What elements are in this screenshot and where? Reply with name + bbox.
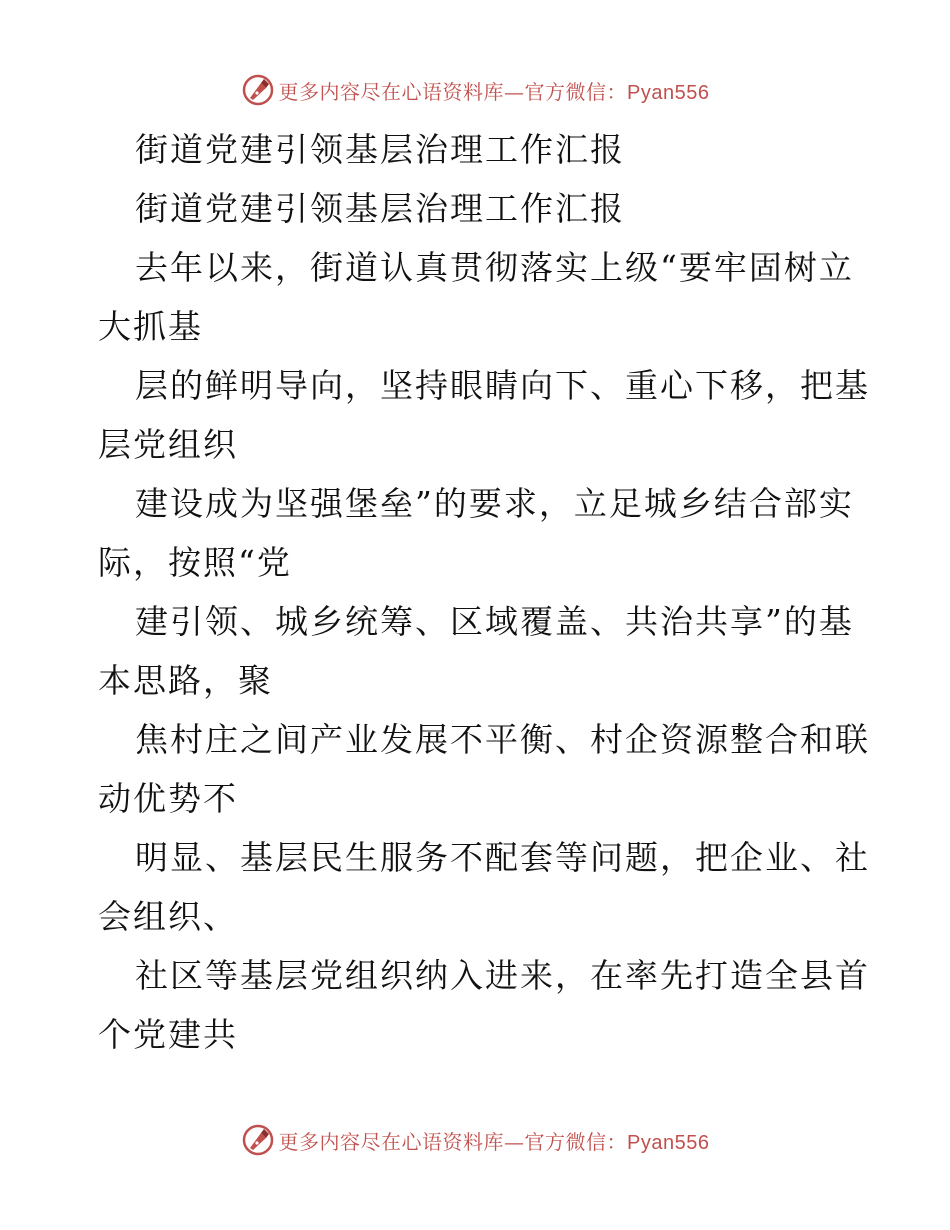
text-line: 层的鲜明导向，坚持眼睛向下、重心下移，把基 [135,366,870,405]
pen-nib-logo-icon [241,1123,275,1157]
text-line: 去年以来，街道认真贯彻落实上级“要牢固树立 [135,248,854,287]
text-line: 动优势不 [98,779,238,818]
text-line: 大抓基 [98,307,203,346]
text-line: 明显、基层民生服务不配套等问题，把企业、社 [135,838,870,877]
watermark-text: 更多内容尽在心语资料库—官方微信：Pyan556 [278,1129,710,1154]
text-line: 街道党建引领基层治理工作汇报 [135,130,625,169]
text-line: 个党建共 [98,1015,238,1054]
watermark-wechat-handle: Pyan556 [627,1131,710,1154]
text-line: 建引领、城乡统筹、区域覆盖、共治共享”的基 [135,602,854,641]
text-line: 焦村庄之间产业发展不平衡、村企资源整合和联 [135,720,870,759]
header-watermark [0,70,950,110]
footer-watermark [0,1120,950,1160]
text-line: 际，按照“党 [98,543,292,582]
pen-nib-logo-icon [241,73,275,107]
text-line: 层党组织 [98,425,238,464]
text-line: 会组织、 [98,897,238,936]
watermark-text: 更多内容尽在心语资料库—官方微信：Pyan556 [278,79,710,104]
text-line: 建设成为坚强堡垒”的要求，立足城乡结合部实 [135,484,854,523]
watermark-wechat-handle: Pyan556 [627,81,710,104]
text-line: 本思路，聚 [98,661,273,700]
text-line: 社区等基层党组织纳入进来，在率先打造全县首 [135,956,870,995]
text-line: 街道党建引领基层治理工作汇报 [135,189,625,228]
document-body [98,120,870,1064]
